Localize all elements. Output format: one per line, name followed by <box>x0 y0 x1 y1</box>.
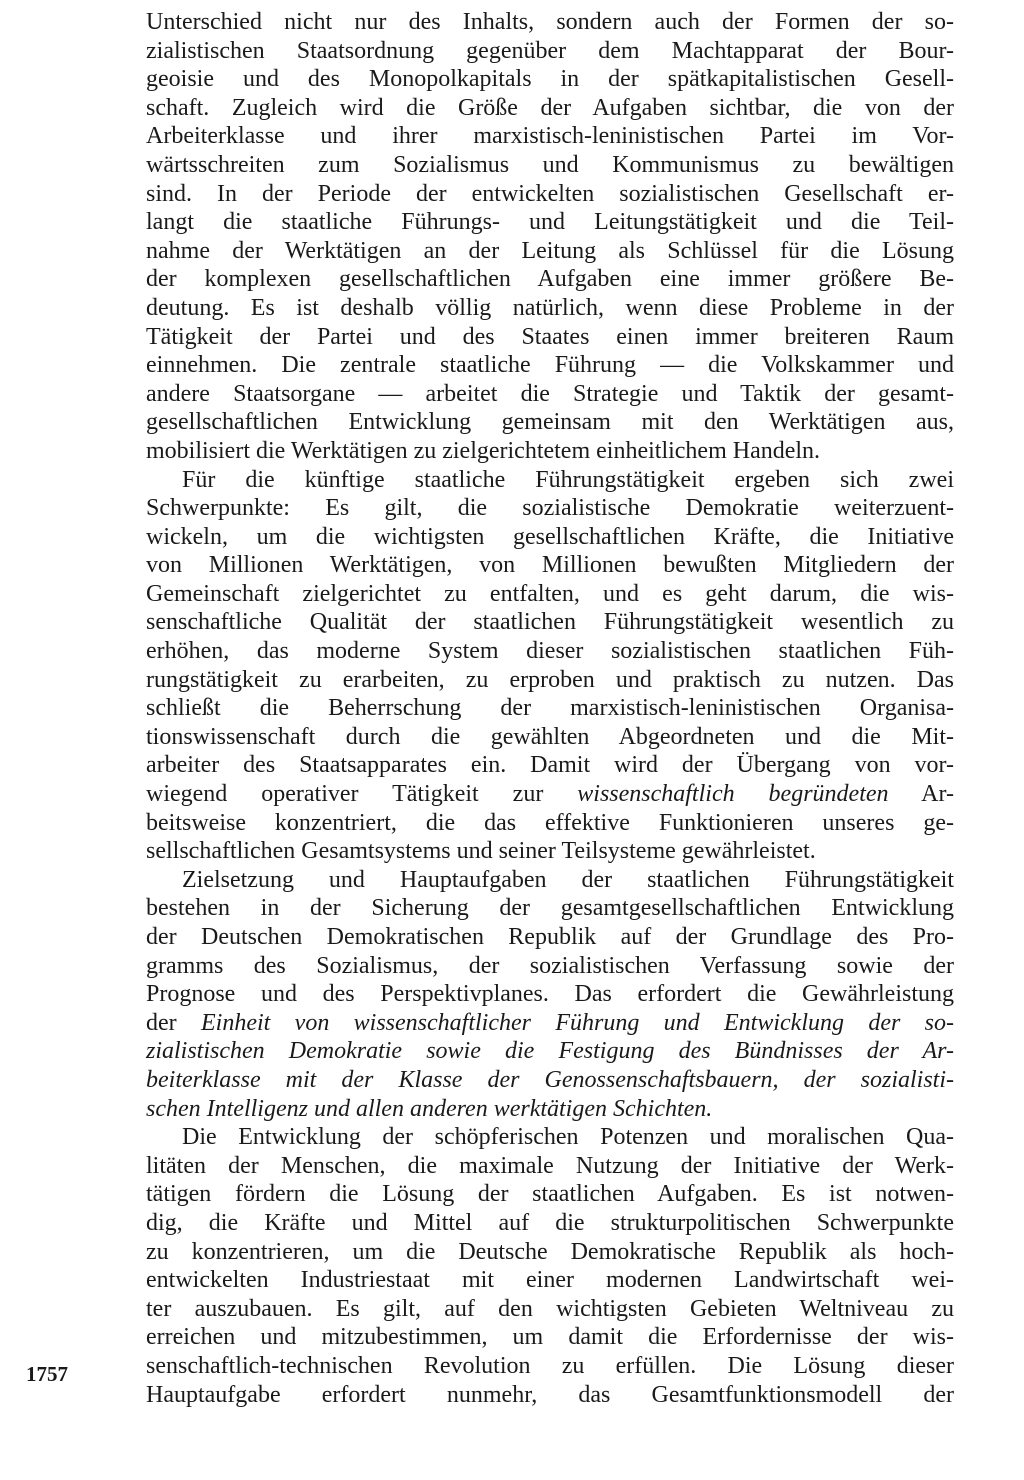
page-number: 1757 <box>26 1362 68 1386</box>
text-line: schaft. Zugleich wird die Größe der Aufgaben sichtbar, die von der <box>146 94 954 121</box>
text-line: langt die staatliche Führungs- und Leitungstätigkeit und die Teil- <box>146 209 954 236</box>
text-line: zu konzentrieren, um die Deutsche Demokratische Republik als hoch- <box>146 1238 954 1265</box>
text-line: einnehmen. Die zentrale staatliche Führung — die Volkskammer und <box>146 352 954 379</box>
text-line: von Millionen Werktätigen, von Millionen bewußten Mitgliedern der <box>146 552 954 579</box>
text-line: sind. In der Periode der entwickelten sozialistischen Gesellschaft er- <box>146 180 954 207</box>
text-line: Zielsetzung und Hauptaufgaben der staatlichen Führungstätigkeit <box>182 866 954 893</box>
text-line: wärtsschreiten zum Sozialismus und Kommunismus zu bewältigen <box>146 151 954 178</box>
text-line: bestehen in der Sicherung der gesamtgesellschaftlichen Entwicklung <box>146 895 954 922</box>
text-line: litäten der Menschen, die maximale Nutzung der Initiative der Werk- <box>146 1152 954 1179</box>
italic-text-line: beiterklasse mit der Klasse der Genossenschaftsbauern, der sozialisti- <box>146 1066 954 1093</box>
text-line: erreichen und mitzubestimmen, um damit die Erfordernisse der wis- <box>146 1324 954 1351</box>
text-line: deutung. Es ist deshalb völlig natürlich, wenn diese Probleme in der <box>146 294 954 321</box>
paragraph-1 <box>146 8 954 466</box>
italic-text-line: zialistischen Demokratie sowie die Festigung des Bündnisses der Ar- <box>146 1038 954 1065</box>
text-segment: Ar- <box>888 781 954 808</box>
text-line: Für die künftige staatliche Führungstätigkeit ergeben sich zwei <box>182 466 954 493</box>
text-line: entwickelten Industriestaat mit einer modernen Landwirtschaft wei- <box>146 1267 954 1294</box>
italic-emphasis: wissenschaftlich begründeten <box>577 781 889 808</box>
text-line: andere Staatsorgane — arbeitet die Strategie und Taktik der gesamt- <box>146 380 954 407</box>
text-line: der komplexen gesellschaftlichen Aufgaben eine immer größere Be- <box>146 266 954 293</box>
text-line: erhöhen, das moderne System dieser sozialistischen staatlichen Füh- <box>146 638 954 665</box>
text-line: wickeln, um die wichtigsten gesellschaftlichen Kräfte, die Initiative <box>146 523 954 550</box>
text-line: der Deutschen Demokratischen Republik auf der Grundlage des Pro- <box>146 924 954 950</box>
paragraph-4 <box>146 1123 954 1409</box>
text-line: zialistischen Staatsordnung gegenüber dem Machtapparat der Bour- <box>146 37 954 64</box>
text-line-mixed <box>146 780 954 809</box>
text-line: Unterschied nicht nur des Inhalts, sondern auch der Formen der so- <box>146 9 954 35</box>
text-line: arbeiter des Staatsapparates ein. Damit wird der Übergang von vor- <box>146 752 954 779</box>
text-line: geoisie und des Monopolkapitals in der spätkapitalistischen Gesell- <box>146 66 954 93</box>
text-line: nahme der Werktätigen an der Leitung als Schlüssel für die Lösung <box>146 237 954 264</box>
text-line: ter auszubauen. Es gilt, auf den wichtigsten Gebieten Weltniveau zu <box>146 1295 954 1322</box>
italic-emphasis: Einheit von wissenschaftlicher Führung und Entwicklung der so- <box>201 1009 954 1036</box>
text-line: senschaftlich-technischen Revolution zu erfüllen. Die Lösung dieser <box>146 1352 954 1379</box>
text-line: Prognose und des Perspektivplanes. Das erfordert die Gewährleistung <box>146 981 954 1008</box>
text-line: beitsweise konzentriert, die das effektive Funktionieren unseres ge- <box>146 809 954 836</box>
text-line: Tätigkeit der Partei und des Staates einen immer breiteren Raum <box>146 323 954 350</box>
text-line: gramms des Sozialismus, der sozialistischen Verfassung sowie der <box>146 952 954 979</box>
text-line: Gemeinschaft zielgerichtet zu entfalten, und es geht darum, die wis- <box>146 580 954 607</box>
text-line: mobilisiert die Werktätigen zu zielgerichtetem einheitlichem Handeln. <box>146 437 821 464</box>
body-text <box>146 8 954 1409</box>
text-segment: wiegend operativer Tätigkeit zur <box>146 781 578 808</box>
text-line: tätigen fördern die Lösung der staatlichen Aufgaben. Es ist notwen- <box>146 1181 954 1208</box>
text-line: rungstätigkeit zu erarbeiten, zu erproben und praktisch zu nutzen. Das <box>146 666 954 693</box>
paragraph-3 <box>146 866 954 1123</box>
text-segment: der <box>146 1009 201 1036</box>
text-line: Schwerpunkte: Es gilt, die sozialistische Demokratie weiterzuent- <box>146 495 954 522</box>
text-line: gesellschaftlichen Entwicklung gemeinsam mit den Werktätigen aus, <box>146 409 954 436</box>
paragraph-2 <box>146 466 954 866</box>
text-line: tionswissenschaft durch die gewählten Abgeordneten und die Mit- <box>146 723 954 750</box>
text-line: dig, die Kräfte und Mittel auf die strukturpolitischen Schwerpunkte <box>146 1209 954 1236</box>
text-line: schließt die Beherrschung der marxistisch-leninistischen Organisa- <box>146 695 954 722</box>
text-line: Arbeiterklasse und ihrer marxistisch-leninistischen Partei im Vor- <box>146 123 954 150</box>
italic-text-line: schen Intelligenz und allen anderen werktätigen Schichten. <box>146 1095 713 1122</box>
text-line: Hauptaufgabe erfordert nunmehr, das Gesamtfunktionsmodell der <box>146 1381 954 1408</box>
text-line: senschaftliche Qualität der staatlichen Führungstätigkeit wesentlich zu <box>146 609 954 636</box>
text-line: sellschaftlichen Gesamtsystems und seiner Teilsysteme gewährleistet. <box>146 838 816 865</box>
text-line: Die Entwicklung der schöpferischen Potenzen und moralischen Qua- <box>182 1124 954 1151</box>
text-line-mixed <box>146 1009 954 1038</box>
